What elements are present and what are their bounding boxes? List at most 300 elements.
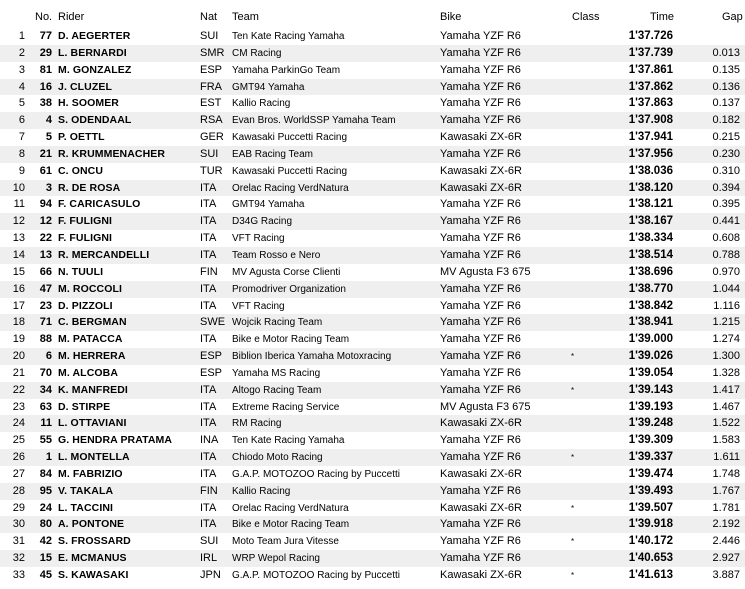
rider-number: 22 [39,232,52,245]
table-row [0,28,745,45]
team-name: Yamaha MS Racing [232,367,321,379]
nationality: ITA [200,467,217,480]
team-name: Evan Bros. WorldSSP Yamaha Team [232,115,396,127]
rider-name: M. ROCCOLI [58,282,122,295]
position: 28 [12,484,25,497]
rider-name: M. FABRIZIO [58,467,123,480]
rider-number: 63 [39,400,52,413]
rider-name: K. MANFREDI [58,383,128,396]
lap-time: 1'39.507 [628,501,673,514]
position: 2 [18,46,25,59]
nationality: SWE [200,316,226,329]
nationality: SUI [200,535,219,548]
lap-time: 1'40.653 [628,552,673,565]
bike-model: Yamaha YZF R6 [440,80,521,93]
position: 9 [18,164,25,177]
lap-time: 1'38.167 [628,215,673,228]
gap-time: 1.767 [712,484,740,497]
position: 19 [12,333,25,346]
class-marker: * [571,453,575,463]
table-header [0,0,745,24]
gap-time: 0.441 [712,215,740,228]
rider-name: M. GONZALEZ [58,63,132,76]
position: 7 [18,131,25,144]
rider-name: D. STIRPE [58,400,111,413]
lap-time: 1'39.026 [628,350,673,363]
bike-model: Yamaha YZF R6 [440,484,521,497]
team-name: RM Racing [232,418,282,430]
rider-name: H. SOOMER [58,97,119,110]
lap-time: 1'37.908 [628,114,673,127]
nationality: SUI [200,30,219,42]
rider-name: C. BERGMAN [58,316,127,329]
rider-number: 4 [45,114,52,127]
nationality: ITA [200,248,217,261]
table-row [0,516,745,533]
lap-time: 1'38.120 [628,181,673,194]
position: 33 [12,569,25,581]
nationality: RSA [200,114,223,127]
team-name: VFT Racing [232,233,285,245]
header-nat: Nat [200,11,218,23]
team-name: Kawasaki Puccetti Racing [232,165,348,177]
table-row [0,45,745,62]
lap-time: 1'39.143 [628,383,673,396]
gap-time: 1.748 [712,467,740,480]
rider-number: 81 [39,63,52,76]
lap-time: 1'39.474 [628,467,673,480]
rider-name: M. HERRERA [58,350,126,363]
bike-model: Kawasaki ZX-6R [440,569,522,581]
rider-number: 66 [39,265,52,278]
team-name: Bike e Motor Racing Team [232,334,350,346]
rider-name: G. HENDRA PRATAMA [58,434,173,447]
team-name: Altogo Racing Team [232,384,322,396]
class-marker: * [571,503,575,513]
bike-model: Yamaha YZF R6 [440,451,521,464]
rider-number: 70 [39,366,52,379]
gap-time: 1.417 [712,383,740,396]
position: 3 [18,63,25,76]
nationality: ITA [200,198,217,211]
lap-time: 1'38.696 [628,265,673,278]
bike-model: MV Agusta F3 675 [440,265,531,278]
rider-name: C. ONCU [58,164,104,177]
team-name: Kallio Racing [232,98,291,110]
gap-time: 2.927 [712,552,740,565]
gap-time: 0.395 [712,198,740,211]
team-name: Biblion Iberica Yamaha Motoxracing [232,351,392,363]
table-row [0,298,745,315]
rider-name: L. BERNARDI [58,46,127,59]
lap-time: 1'38.842 [628,299,673,312]
lap-time: 1'38.121 [628,198,673,211]
gap-time: 1.328 [712,366,740,379]
table-row [0,196,745,213]
nationality: ITA [200,501,217,514]
nationality: TUR [200,164,223,177]
bike-model: Yamaha YZF R6 [440,552,521,565]
table-row [0,281,745,298]
table-row [0,129,745,146]
table-row [0,550,745,567]
table-row [0,146,745,163]
rider-number: 95 [39,484,52,497]
nationality: FIN [200,265,218,278]
gap-time: 0.182 [712,114,740,127]
bike-model: Yamaha YZF R6 [440,333,521,346]
lap-time: 1'37.861 [628,63,673,76]
results-table-body [0,28,745,584]
lap-time: 1'39.309 [628,434,673,447]
gap-time: 1.522 [712,417,740,430]
team-name: Bike e Motor Racing Team [232,519,350,531]
rider-number: 16 [39,80,52,93]
header-gap: Gap [722,11,743,23]
gap-time: 0.788 [712,248,740,261]
table-row [0,382,745,399]
team-name: D34G Racing [232,216,293,228]
rider-name: S. FROSSARD [58,535,131,548]
table-row [0,180,745,197]
header-no: No. [35,11,53,23]
position: 12 [12,215,25,228]
nationality: SUI [200,147,219,160]
lap-time: 1'41.613 [628,569,673,581]
nationality: ITA [200,518,217,531]
rider-name: S. ODENDAAL [58,114,132,127]
nationality: FRA [200,80,222,93]
gap-time: 2.192 [712,518,740,531]
gap-time: 2.446 [712,535,740,548]
table-row [0,314,745,331]
table-row [0,449,745,466]
rider-name: L. MONTELLA [58,451,130,464]
nationality: ITA [200,400,217,413]
nationality: ITA [200,215,217,228]
class-marker: * [571,385,575,395]
lap-time: 1'39.054 [628,366,673,379]
rider-name: P. OETTL [58,131,105,144]
team-name: Team Rosso e Nero [232,249,321,261]
team-name: GMT94 Yamaha [232,81,305,93]
rider-name: V. TAKALA [58,484,114,497]
team-name: EAB Racing Team [232,148,313,160]
bike-model: Kawasaki ZX-6R [440,501,522,514]
nationality: EST [200,97,222,110]
rider-name: F. CARICASULO [58,198,141,211]
bike-model: Yamaha YZF R6 [440,114,521,127]
table-row [0,466,745,483]
rider-number: 24 [39,501,52,514]
table-row [0,213,745,230]
bike-model: Yamaha YZF R6 [440,535,521,548]
header-rider: Rider [58,11,85,23]
lap-time: 1'38.036 [628,164,673,177]
position: 26 [12,451,25,464]
position: 15 [12,265,25,278]
nationality: ITA [200,181,217,194]
bike-model: Yamaha YZF R6 [440,63,521,76]
gap-time: 1.116 [713,299,740,312]
team-name: Extreme Racing Service [232,401,340,413]
rider-name: E. MCMANUS [58,552,127,565]
table-row [0,432,745,449]
table-row [0,79,745,96]
rider-name: R. KRUMMENACHER [58,147,166,160]
position: 11 [13,198,25,211]
lap-time: 1'37.739 [628,46,673,59]
lap-time: 1'37.956 [628,147,673,160]
rider-number: 12 [39,215,52,228]
rider-name: D. PIZZOLI [58,299,113,312]
table-row [0,163,745,180]
gap-time: 0.230 [712,147,740,160]
table-row [0,95,745,112]
rider-name: L. OTTAVIANI [58,417,127,430]
rider-name: F. FULIGNI [58,232,113,245]
team-name: Ten Kate Racing Yamaha [232,435,345,447]
bike-model: Yamaha YZF R6 [440,282,521,295]
rider-name: M. PATACCA [58,333,123,346]
team-name: Orelac Racing VerdNatura [232,182,349,194]
rider-number: 38 [39,97,52,110]
rider-number: 45 [39,569,52,581]
rider-name: R. MERCANDELLI [58,248,150,261]
rider-number: 71 [39,316,52,329]
rider-number: 29 [39,46,52,59]
header-time: Time [650,11,675,23]
bike-model: Yamaha YZF R6 [440,198,521,211]
nationality: ITA [200,282,217,295]
position: 25 [12,434,25,447]
rider-number: 80 [39,518,52,531]
gap-time: 1.274 [712,333,740,346]
nationality: ITA [200,232,217,245]
lap-time: 1'37.726 [628,30,673,42]
bike-model: Yamaha YZF R6 [440,383,521,396]
position: 29 [12,501,25,514]
bike-model: Yamaha YZF R6 [440,518,521,531]
rider-number: 15 [39,552,52,565]
bike-model: Yamaha YZF R6 [440,215,521,228]
table-row [0,348,745,365]
rider-number: 77 [39,30,52,42]
team-name: Chiodo Moto Racing [232,452,323,464]
rider-name: N. TUULI [58,265,104,278]
nationality: ITA [200,417,217,430]
gap-time: 0.137 [712,97,740,110]
nationality: ESP [200,63,223,76]
nationality: JPN [200,569,221,581]
position: 17 [12,299,25,312]
rider-number: 21 [39,147,52,160]
bike-model: Yamaha YZF R6 [440,434,521,447]
team-name: Wojcik Racing Team [232,317,323,329]
nationality: ITA [200,333,217,346]
position: 1 [18,30,25,42]
rider-name: S. KAWASAKI [58,569,129,581]
rider-number: 84 [39,467,52,480]
position: 6 [18,114,25,127]
rider-name: A. PONTONE [58,518,125,531]
gap-time: 0.013 [712,46,740,59]
position: 30 [12,518,25,531]
nationality: INA [200,434,219,447]
position: 8 [18,147,25,160]
rider-number: 55 [39,434,52,447]
gap-time: 0.394 [712,181,740,194]
nationality: ITA [200,383,217,396]
team-name: WRP Wepol Racing [232,553,320,565]
lap-time: 1'40.172 [628,535,673,548]
rider-name: L. TACCINI [58,501,114,514]
lap-time: 1'38.770 [628,282,673,295]
nationality: ESP [200,366,223,379]
table-row [0,62,745,79]
lap-time: 1'38.941 [628,316,673,329]
rider-number: 61 [39,164,52,177]
position: 10 [12,181,25,194]
nationality: IRL [200,552,218,565]
position: 31 [12,535,25,548]
team-name: G.A.P. MOTOZOO Racing by Puccetti [232,570,401,581]
nationality: GER [200,131,224,144]
gap-time: 0.215 [712,131,740,144]
nationality: SMR [200,46,225,59]
bike-model: Yamaha YZF R6 [440,350,521,363]
lap-time: 1'39.918 [628,518,673,531]
team-name: Moto Team Jura Vitesse [232,536,339,548]
position: 18 [12,316,25,329]
lap-time: 1'39.000 [628,333,673,346]
table-row [0,500,745,517]
rider-name: J. CLUZEL [58,80,112,93]
bike-model: Yamaha YZF R6 [440,147,521,160]
team-name: Kawasaki Puccetti Racing [232,132,348,144]
bike-model: MV Agusta F3 675 [440,400,531,413]
team-name: GMT94 Yamaha [232,199,305,211]
table-row [0,365,745,382]
rider-name: F. FULIGNI [58,215,113,228]
gap-time: 0.608 [712,232,740,245]
lap-time: 1'39.493 [628,484,673,497]
gap-time: 3.887 [712,569,740,581]
table-row [0,230,745,247]
rider-name: M. ALCOBA [58,366,119,379]
gap-time: 1.781 [712,501,740,514]
header-team: Team [232,11,259,23]
rider-number: 23 [39,299,52,312]
position: 5 [18,97,25,110]
team-name: VFT Racing [232,300,285,312]
gap-time: 0.970 [712,265,740,278]
lap-time: 1'37.941 [628,131,673,144]
position: 4 [18,80,25,93]
table-row [0,247,745,264]
table-row [0,415,745,432]
position: 16 [12,282,25,295]
bike-model: Yamaha YZF R6 [440,299,521,312]
rider-number: 47 [39,282,52,295]
position: 22 [12,383,25,396]
class-marker: * [571,352,575,362]
lap-time: 1'39.248 [628,417,673,430]
table-row [0,483,745,500]
header-bike: Bike [440,11,462,23]
rider-number: 88 [39,333,52,346]
lap-time: 1'38.334 [628,232,673,245]
rider-number: 11 [40,417,52,430]
gap-time: 1.583 [712,434,740,447]
team-name: MV Agusta Corse Clienti [232,266,341,278]
bike-model: Yamaha YZF R6 [440,316,521,329]
rider-number: 6 [45,350,52,363]
gap-time: 0.135 [712,63,740,76]
lap-time: 1'37.862 [628,80,673,93]
gap-time: 1.611 [713,451,740,464]
position: 21 [12,366,25,379]
table-row [0,331,745,348]
position: 32 [12,552,25,565]
table-row [0,533,745,550]
table-row [0,112,745,129]
lap-time: 1'37.863 [628,97,673,110]
nationality: ESP [200,350,223,363]
gap-time: 1.467 [712,400,740,413]
rider-name: D. AEGERTER [58,30,131,42]
lap-time: 1'39.193 [628,400,673,413]
position: 14 [12,248,25,261]
team-name: Yamaha ParkinGo Team [232,64,341,76]
gap-time: 1.300 [712,350,740,363]
position: 27 [12,467,25,480]
team-name: CM Racing [232,47,282,59]
rider-number: 1 [45,451,52,464]
bike-model: Kawasaki ZX-6R [440,131,522,144]
team-name: Orelac Racing VerdNatura [232,502,349,514]
bike-model: Kawasaki ZX-6R [440,164,522,177]
gap-time: 1.044 [712,282,740,295]
bike-model: Yamaha YZF R6 [440,232,521,245]
bike-model: Kawasaki ZX-6R [440,417,522,430]
rider-number: 42 [39,535,52,548]
team-name: G.A.P. MOTOZOO Racing by Puccetti [232,468,401,480]
rider-name: R. DE ROSA [58,181,121,194]
bike-model: Yamaha YZF R6 [440,248,521,261]
bike-model: Yamaha YZF R6 [440,97,521,110]
position: 24 [12,417,25,430]
table-row [0,264,745,281]
team-name: Ten Kate Racing Yamaha [232,31,345,42]
gap-time: 0.310 [712,164,740,177]
nationality: ITA [200,451,217,464]
class-marker: * [571,537,575,547]
table-row [0,399,745,416]
bike-model: Yamaha YZF R6 [440,46,521,59]
gap-time: 1.215 [712,316,740,329]
nationality: ITA [200,299,217,312]
position: 23 [12,400,25,413]
rider-number: 34 [39,383,52,396]
team-name: Promodriver Organization [232,283,346,295]
rider-number: 3 [45,181,52,194]
bike-model: Kawasaki ZX-6R [440,181,522,194]
nationality: FIN [200,484,218,497]
bike-model: Yamaha YZF R6 [440,30,521,42]
rider-number: 13 [39,248,52,261]
lap-time: 1'38.514 [628,248,673,261]
